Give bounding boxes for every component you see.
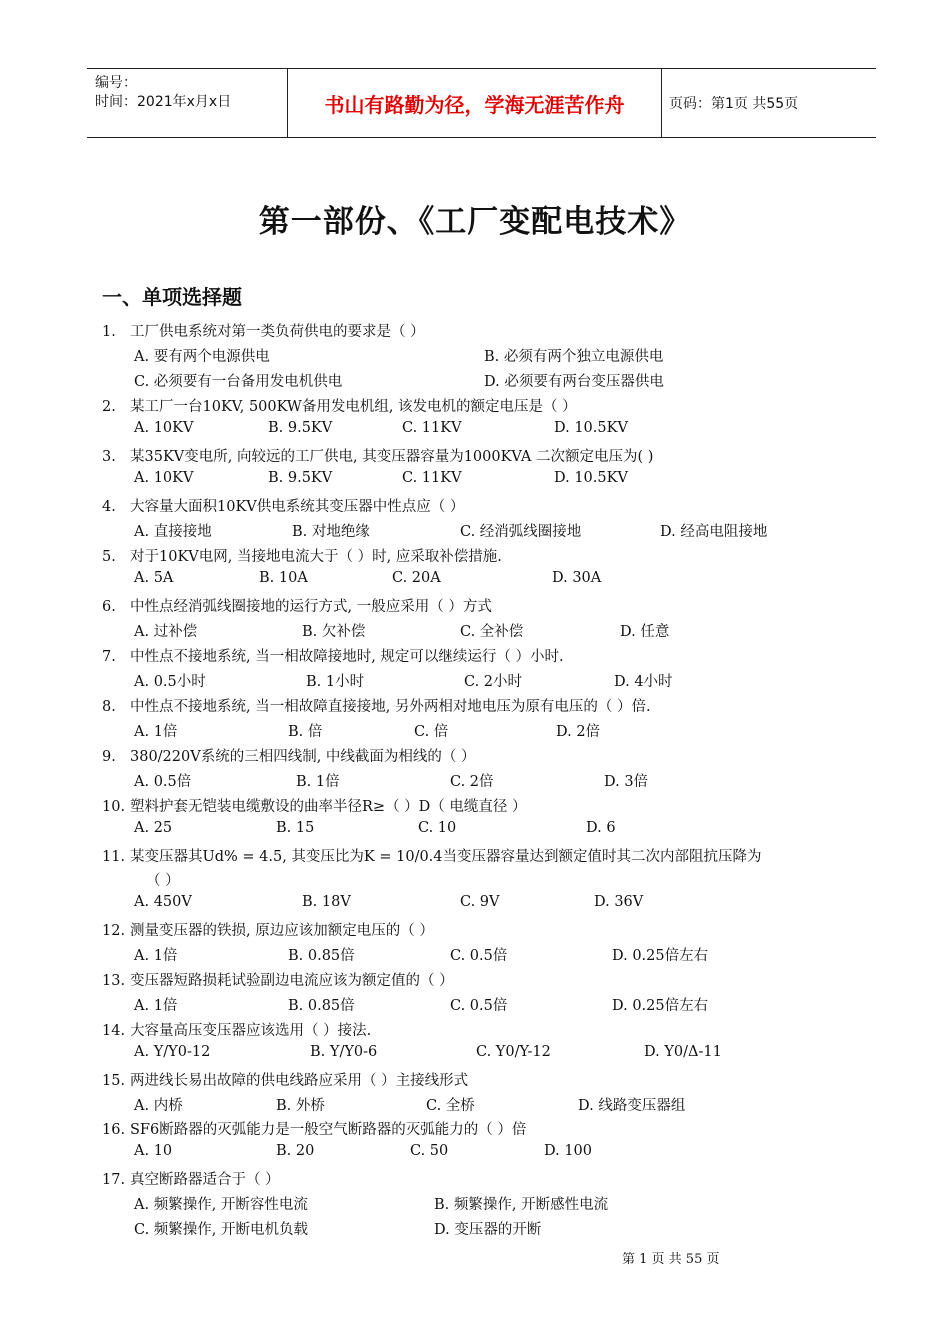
question	[102, 320, 425, 341]
option-c: C. 11KV	[402, 420, 462, 436]
option-d: D. 6	[586, 820, 616, 836]
option-b: B. 9.5KV	[268, 470, 333, 486]
option-c: C. 2小时	[464, 674, 523, 690]
option-a: A. 要有两个电源供电	[134, 349, 270, 365]
option-a: A. 频繁操作, 开断容性电流	[134, 1197, 308, 1213]
options-row	[134, 894, 834, 914]
question-number: 6.	[102, 599, 116, 615]
options-row	[134, 1143, 834, 1163]
option-d: D. 2倍	[556, 724, 601, 740]
header-page: 页码：第1页 共55页	[669, 96, 799, 112]
question-text: 测量变压器的铁损, 原边应该加额定电压的（ ）	[130, 923, 434, 939]
question-continuation: （ ）	[146, 873, 180, 889]
option-d: D. 线路变压器组	[578, 1098, 686, 1114]
option-c: C. 频繁操作, 开断电机负载	[134, 1222, 309, 1238]
options-row	[134, 770, 834, 790]
question	[102, 1019, 371, 1040]
options-row	[134, 570, 834, 590]
question-text: 中性点经消弧线圈接地的运行方式, 一般应采用（ ）方式	[130, 599, 492, 615]
option-a: A. 1倍	[134, 948, 178, 964]
options-row	[134, 1094, 834, 1114]
option-b: B. 0.85倍	[288, 998, 355, 1014]
options-row	[134, 420, 834, 440]
question-text: 大容量大面积10KV供电系统其变压器中性点应（ ）	[130, 499, 465, 515]
question-number: 15.	[102, 1073, 126, 1089]
section-title: 一、单项选择题	[102, 285, 242, 309]
options-row	[134, 520, 834, 540]
question-text: SF6断路器的灭弧能力是一般空气断路器的灭弧能力的（ ）倍	[130, 1122, 527, 1138]
question-number: 3.	[102, 449, 116, 465]
question-number: 2.	[102, 399, 116, 415]
question-number: 7.	[102, 649, 116, 665]
question	[102, 645, 564, 666]
question-number: 11.	[102, 849, 126, 865]
question	[102, 1118, 526, 1139]
option-b: B. 频繁操作, 开断感性电流	[434, 1197, 609, 1213]
header-time: 时间：2021年x月x日	[95, 94, 232, 110]
question-text: 大容量高压变压器应该选用（ ）接法.	[130, 1023, 372, 1039]
option-b: B. 1小时	[306, 674, 365, 690]
header-number: 编号：	[95, 75, 137, 91]
option-a: A. 10	[134, 1143, 173, 1159]
option-a: A. 450V	[134, 894, 192, 910]
question	[102, 745, 476, 766]
document-title: 第一部份、《工厂变配电技术》	[258, 204, 692, 240]
options-row	[134, 994, 834, 1014]
question	[102, 795, 527, 816]
option-d: D. 30A	[552, 570, 602, 586]
option-b: B. 必须有两个独立电源供电	[484, 349, 664, 365]
question-text: 380/220V系统的三相四线制, 中线截面为相线的（ ）	[130, 749, 476, 765]
option-c: C. 11KV	[402, 470, 462, 486]
option-a: A. 1倍	[134, 998, 178, 1014]
option-b: B. 10A	[259, 570, 308, 586]
option-d: D. 变压器的开断	[434, 1222, 542, 1238]
question-text: 某工厂一台10KV, 500KW备用发电机组, 该发电机的额定电压是（ ）	[130, 399, 577, 415]
option-d: D. Y0/Δ-11	[644, 1044, 722, 1060]
options-row	[134, 345, 834, 365]
option-d: D. 10.5KV	[554, 470, 628, 486]
question-number: 17.	[102, 1172, 126, 1188]
option-c: C. 50	[410, 1143, 449, 1159]
option-c: C. 全桥	[426, 1098, 475, 1114]
option-d: D. 0.25倍左右	[612, 948, 709, 964]
options-row	[134, 670, 834, 690]
option-c: C. 经消弧线圈接地	[460, 524, 582, 540]
question-number: 1.	[102, 324, 116, 340]
option-a: A. 25	[134, 820, 173, 836]
question-number: 12.	[102, 923, 126, 939]
option-c: C. 倍	[414, 724, 449, 740]
option-d: D. 必须要有两台变压器供电	[484, 374, 664, 390]
page-header	[87, 68, 876, 138]
option-b: B. 15	[276, 820, 315, 836]
options-row	[134, 1044, 834, 1064]
option-c: C. 20A	[392, 570, 441, 586]
question-text: 变压器短路损耗试验副边电流应该为额定值的（ ）	[130, 973, 454, 989]
question-text: 两进线长易出故障的供电线路应采用（ ）主接线形式	[130, 1073, 469, 1089]
option-c: C. 2倍	[450, 774, 494, 790]
option-a: A. 10KV	[134, 420, 194, 436]
option-b: B. 对地绝缘	[292, 524, 370, 540]
option-d: D. 3倍	[604, 774, 649, 790]
page-footer: 第 1 页 共 55 页	[622, 1252, 720, 1267]
option-d: D. 36V	[594, 894, 644, 910]
question-text: 真空断路器适合于（ ）	[130, 1172, 280, 1188]
option-b: B. 倍	[288, 724, 323, 740]
option-b: B. 外桥	[276, 1098, 325, 1114]
question-text: 中性点不接地系统, 当一相故障直接接地, 另外两相对地电压为原有电压的（ ）倍.	[130, 699, 651, 715]
question-number: 16.	[102, 1122, 126, 1138]
option-a: A. 1倍	[134, 724, 178, 740]
question-text: 对于10KV电网, 当接地电流大于（ ）时, 应采取补偿措施.	[130, 549, 502, 565]
options-row	[134, 944, 834, 964]
option-b: B. 1倍	[296, 774, 340, 790]
options-row	[134, 1193, 834, 1213]
question	[102, 1168, 280, 1189]
question	[102, 845, 762, 866]
question-text: 某变压器其Ud% = 4.5, 其变压比为K = 10/0.4当变压器容量达到额定值时其二次内部阻抗压降为	[130, 849, 762, 865]
option-a: A. 10KV	[134, 470, 194, 486]
question-text: 塑料护套无铠装电缆敷设的曲率半径R≥（ ）D（ 电缆直径 ）	[130, 799, 527, 815]
question	[102, 545, 502, 566]
option-d: D. 100	[544, 1143, 593, 1159]
option-c: C. 0.5倍	[450, 948, 508, 964]
question-number: 8.	[102, 699, 116, 715]
option-a: A. 内桥	[134, 1098, 183, 1114]
question	[102, 595, 492, 616]
question	[102, 919, 434, 940]
option-b: B. Y/Y0-6	[310, 1044, 378, 1060]
option-c: C. Y0/Y-12	[476, 1044, 551, 1060]
question	[102, 395, 577, 416]
question-number: 14.	[102, 1023, 126, 1039]
question	[102, 969, 454, 990]
question	[102, 445, 653, 466]
question-text: 中性点不接地系统, 当一相故障接地时, 规定可以继续运行（ ）小时.	[130, 649, 564, 665]
question-number: 9.	[102, 749, 116, 765]
question	[102, 495, 464, 516]
option-c: C. 9V	[460, 894, 500, 910]
option-d: D. 10.5KV	[554, 420, 628, 436]
option-c: C. 必须要有一台备用发电机供电	[134, 374, 343, 390]
option-a: A. 直接接地	[134, 524, 212, 540]
header-motto: 书山有路勤为径，学海无涯苦作舟	[287, 69, 662, 137]
header-meta	[87, 69, 287, 137]
question-number: 13.	[102, 973, 126, 989]
option-b: B. 9.5KV	[268, 420, 333, 436]
question-number: 5.	[102, 549, 116, 565]
option-c: C. 全补偿	[460, 624, 524, 640]
question-text: 某35KV变电所, 向较远的工厂供电, 其变压器容量为1000KVA 二次额定电压为( )	[130, 449, 654, 465]
option-d: D. 0.25倍左右	[612, 998, 709, 1014]
option-c: C. 10	[418, 820, 457, 836]
option-d: D. 经高电阻接地	[660, 524, 768, 540]
option-c: C. 0.5倍	[450, 998, 508, 1014]
options-row	[134, 620, 834, 640]
options-row	[134, 720, 834, 740]
question	[102, 1069, 468, 1090]
option-a: A. 过补偿	[134, 624, 198, 640]
option-a: A. Y/Y0-12	[134, 1044, 211, 1060]
option-d: D. 任意	[620, 624, 670, 640]
option-b: B. 0.85倍	[288, 948, 355, 964]
options-row	[134, 470, 834, 490]
question-number: 4.	[102, 499, 116, 515]
option-a: A. 0.5小时	[134, 674, 206, 690]
options-row	[134, 1218, 834, 1238]
option-b: B. 欠补偿	[302, 624, 366, 640]
question-text: 工厂供电系统对第一类负荷供电的要求是（ ）	[130, 324, 425, 340]
options-row	[134, 370, 834, 390]
question-number: 10.	[102, 799, 126, 815]
option-b: B. 18V	[302, 894, 351, 910]
question	[102, 695, 651, 716]
option-b: B. 20	[276, 1143, 315, 1159]
option-a: A. 0.5倍	[134, 774, 192, 790]
option-d: D. 4小时	[614, 674, 673, 690]
options-row	[134, 820, 834, 840]
option-a: A. 5A	[134, 570, 174, 586]
